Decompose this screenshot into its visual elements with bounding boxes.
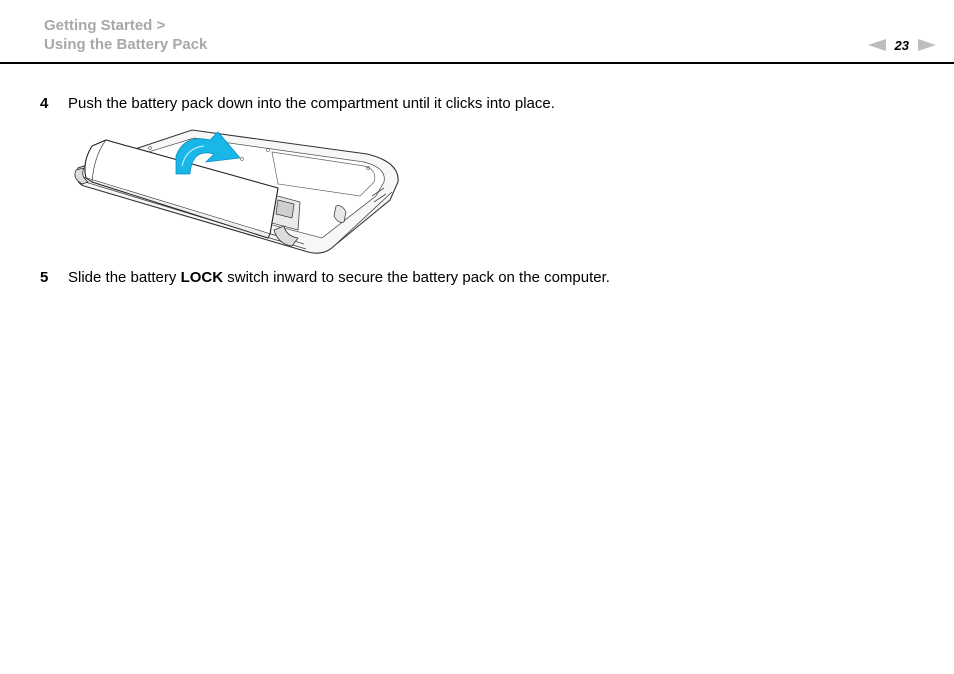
breadcrumb	[44, 16, 207, 54]
step-number: 4	[40, 95, 49, 112]
battery-insertion-illustration	[72, 126, 404, 261]
step-text-part: Slide the battery	[68, 269, 181, 286]
header-divider	[0, 62, 954, 64]
lock-label: LOCK	[180, 269, 224, 286]
page-navigation	[868, 36, 936, 54]
step-4	[40, 95, 555, 113]
next-page-arrow-icon[interactable]	[918, 39, 936, 51]
step-number: 5	[40, 269, 49, 286]
breadcrumb-page: Using the Battery Pack	[44, 36, 208, 53]
step-text	[68, 269, 610, 287]
previous-page-arrow-icon[interactable]	[868, 39, 886, 51]
breadcrumb-section[interactable]: Getting Started >	[44, 17, 166, 34]
page-number: 23	[894, 37, 909, 53]
step-text: Push the battery pack down into the compartment until it clicks into place.	[68, 95, 555, 112]
step-text-part: switch inward to secure the battery pack on the computer.	[223, 269, 610, 286]
step-5	[40, 269, 610, 287]
